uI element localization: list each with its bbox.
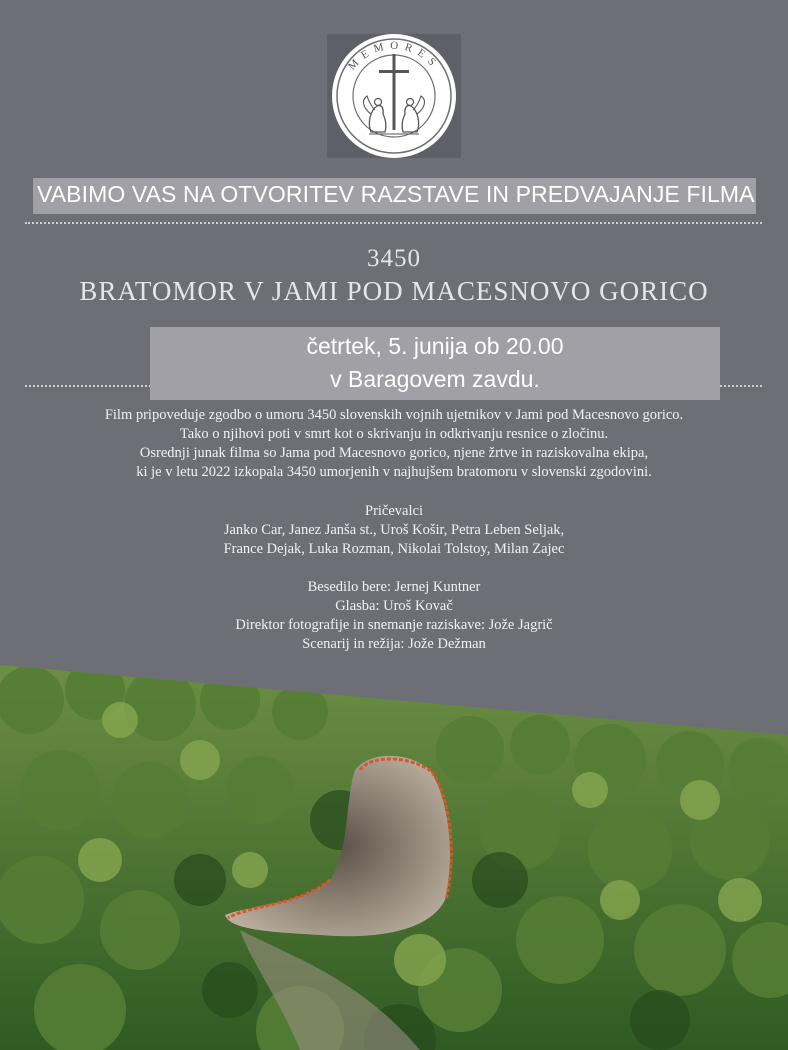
credit-line: Glasba: Uroš Kovač bbox=[335, 598, 453, 614]
description-line: Film pripoveduje zgodbo o umoru 3450 slovenskih vojnih ujetnikov v Jami pod Macesnovo gorico. bbox=[104, 407, 684, 423]
event-place: v Baragovem zavdu. bbox=[330, 366, 540, 392]
film-title: BRATOMOR V JAMI POD MACESNOVO GORICO bbox=[79, 276, 709, 306]
witnesses-heading: Pričevalci bbox=[365, 503, 423, 519]
witnesses-line: Janko Car, Janez Janša st., Uroš Košir, Petra Leben Seljak, bbox=[223, 522, 565, 538]
description-line: Tako o njihovi poti v smrt kot o skrivanju in odkrivanju resnice o zločinu. bbox=[179, 426, 609, 442]
logo-text: MEMORES bbox=[346, 39, 442, 73]
headline: VABIMO VAS NA OTVORITEV RAZSTAVE IN PREDVAJANJE FILMA bbox=[37, 181, 755, 207]
witnesses-line: France Dejak, Luka Rozman, Nikolai Tolstoy, Milan Zajec bbox=[223, 541, 565, 557]
event-date: četrtek, 5. junija ob 20.00 bbox=[306, 333, 564, 359]
credit-line: Scenarij in režija: Jože Dežman bbox=[302, 636, 486, 652]
description-line: ki je v letu 2022 izkopala 3450 umorjenih v najhujšem bratomoru v slovenski zgodovini. bbox=[136, 464, 652, 480]
credit-line: Besedilo bere: Jernej Kuntner bbox=[307, 579, 481, 595]
film-number: 3450 bbox=[367, 245, 421, 272]
description-line: Osrednji junak filma so Jama pod Macesnovo gorico, njene žrtve in raziskovalna ekipa, bbox=[139, 445, 649, 461]
credit-line: Direktor fotografije in snemanje raziskave: Jože Jagrič bbox=[235, 617, 553, 633]
